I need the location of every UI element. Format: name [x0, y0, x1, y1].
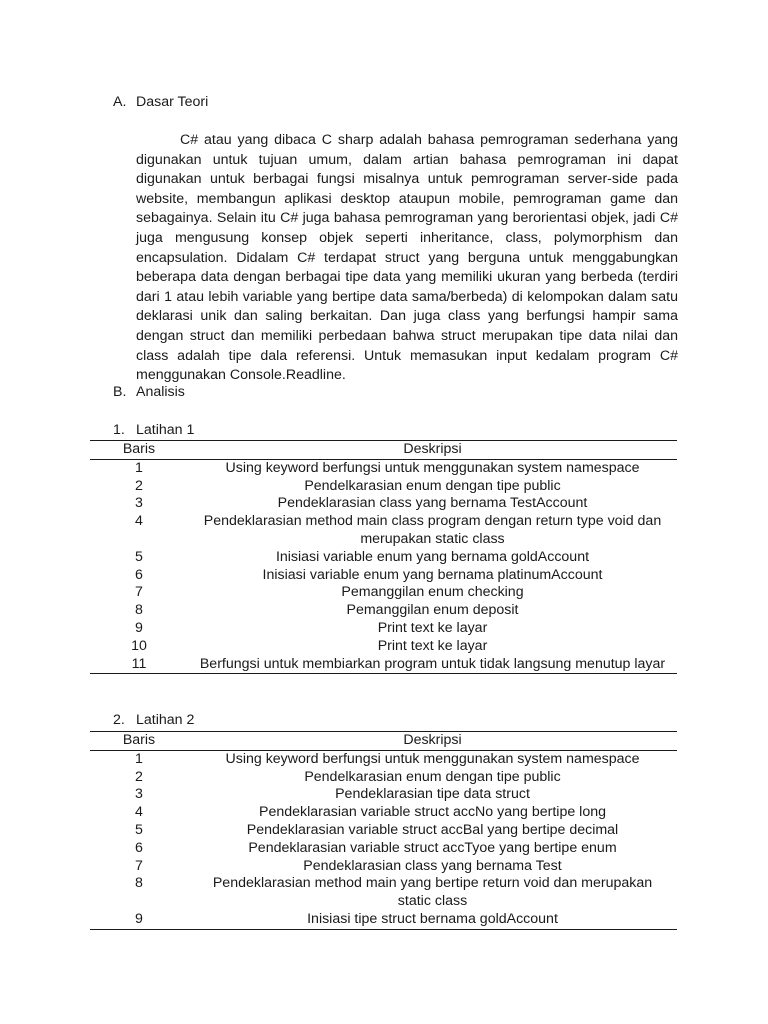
row-baris: 6 — [135, 839, 143, 856]
row-baris: 3 — [135, 786, 143, 803]
row-baris: 1 — [135, 459, 143, 476]
row-deskripsi: Pendelkarasian enum dengan tipe public — [304, 477, 561, 494]
table-row — [90, 478, 677, 496]
table-row — [90, 620, 677, 638]
column-header-deskripsi: Deskripsi — [188, 441, 677, 460]
row-baris: 7 — [135, 857, 143, 874]
row-baris: 7 — [135, 584, 143, 601]
column-header-baris: Baris — [90, 441, 188, 460]
table-row — [90, 786, 677, 804]
row-baris: 4 — [135, 804, 143, 821]
row-deskripsi: Using keyword berfungsi untuk menggunakan system namespace — [225, 459, 640, 476]
table-row — [90, 875, 677, 911]
row-deskripsi: Inisiasi variable enum yang bernama goldAccount — [275, 548, 590, 565]
row-deskripsi: Berfungsi untuk membiarkan program untuk tidak langsung menutup layar — [188, 656, 677, 674]
table-row — [90, 567, 677, 585]
section-b-heading — [113, 382, 185, 402]
row-baris: 2 — [135, 477, 143, 494]
column-header-deskripsi: Deskripsi — [188, 732, 677, 751]
table-row — [90, 549, 677, 567]
section-a-marker: A. — [113, 94, 127, 110]
row-baris: 5 — [135, 548, 143, 565]
table-header-row — [90, 441, 677, 460]
table-row — [90, 822, 677, 840]
table-row — [90, 656, 677, 674]
row-baris: 1 — [135, 750, 143, 767]
table-row — [90, 584, 677, 602]
section-a-heading — [113, 92, 208, 112]
row-deskripsi: Pendeklarasian variable struct accTyoe yang bertipe enum — [248, 839, 617, 856]
table-header-row — [90, 732, 677, 751]
latihan-1-table — [90, 440, 677, 674]
table-row — [90, 804, 677, 822]
row-baris: 10 — [131, 637, 147, 654]
row-baris: 3 — [135, 495, 143, 512]
row-deskripsi: Pendeklarasian variable struct accBal yang bertipe decimal — [246, 821, 619, 838]
table-row — [90, 638, 677, 656]
row-baris: 11 — [90, 656, 188, 674]
row-baris: 8 — [135, 875, 143, 892]
section-a-title: Dasar Teori — [136, 94, 209, 110]
row-deskripsi: Inisiasi tipe struct bernama goldAccount — [188, 911, 677, 929]
row-deskripsi: Using keyword berfungsi untuk menggunakan system namespace — [225, 750, 640, 767]
row-deskripsi: Inisiasi variable enum yang bernama platinumAccount — [262, 566, 603, 583]
latihan-2-title: Latihan 2 — [136, 712, 195, 728]
row-baris: 9 — [135, 619, 143, 636]
row-deskripsi: Pendeklarasian class yang bernama Test — [303, 857, 562, 874]
table-row — [90, 750, 677, 768]
row-baris: 2 — [135, 768, 143, 785]
row-baris: 8 — [135, 602, 143, 619]
row-deskripsi: Print text ke layar — [377, 637, 488, 654]
table-row — [90, 911, 677, 929]
latihan-2-heading — [113, 710, 194, 730]
dasar-teori-paragraph: C# atau yang dibaca C sharp adalah bahasa pemrograman sederhana yang digunakan untuk tujuan umum, dalam artian bahasa pemrograman ini dapat digunakan untuk berbagai fungsi misalnya untuk pemrograman server-side pada website, membangun aplikasi desktop ataupun mobile, pemrograman game dan sebagainya. Selain itu C# juga bahasa pemrograman yang berorientasi objek, jadi C# juga mengusung konsep objek seperti inheritance, class, polymorphism dan encapsulation. Didalam C# terdapat struct yang berguna untuk menggabungkan beberapa data dengan berbagai tipe data yang memiliki ukuran yang berbeda (terdiri dari 1 atau lebih variable yang bertipe data sama/berbeda) di kelompokan dalam satu deklarasi unik dan saling berkaitan. Dan juga class yang berfungsi hampir sama dengan struct dan memiliki perbedaan bahwa struct merupakan tipe data nilai dan class adalah tipe dala referensi. Untuk memasukan input kedalam program C# menggunakan Console.Readline. — [136, 132, 678, 384]
row-baris: 9 — [90, 911, 188, 929]
latihan-1-heading — [113, 420, 194, 440]
row-deskripsi: Pendelkarasian enum dengan tipe public — [304, 768, 561, 785]
row-deskripsi: Pendeklarasian variable struct accNo yang bertipe long — [258, 804, 606, 821]
table-row — [90, 602, 677, 620]
row-deskripsi: Pendeklarasian class yang bernama TestAccount — [277, 495, 588, 512]
latihan-1-marker: 1. — [113, 422, 125, 438]
row-deskripsi: Pendeklarasian method main class program dengan return type void dan merupakan static class — [203, 513, 662, 547]
table-row — [90, 840, 677, 858]
latihan-2-marker: 2. — [113, 712, 125, 728]
row-deskripsi: Print text ke layar — [377, 619, 488, 636]
table-row — [90, 858, 677, 876]
column-header-baris: Baris — [90, 732, 188, 751]
table-row — [90, 459, 677, 477]
row-baris: 5 — [135, 821, 143, 838]
row-deskripsi: Pendeklarasian method main yang bertipe return void dan merupakan static class — [212, 875, 653, 910]
section-b-title: Analisis — [136, 384, 185, 400]
latihan-1-title: Latihan 1 — [136, 422, 195, 438]
row-deskripsi: Pemanggilan enum checking — [341, 584, 524, 601]
row-deskripsi: Pemanggilan enum deposit — [346, 602, 519, 619]
table-row — [90, 769, 677, 787]
latihan-2-table — [90, 731, 677, 930]
row-deskripsi: Pendeklarasian tipe data struct — [335, 786, 530, 803]
table-row — [90, 495, 677, 513]
section-b-marker: B. — [113, 384, 127, 400]
table-row — [90, 513, 677, 549]
row-baris: 4 — [135, 513, 143, 530]
row-baris: 6 — [135, 566, 143, 583]
